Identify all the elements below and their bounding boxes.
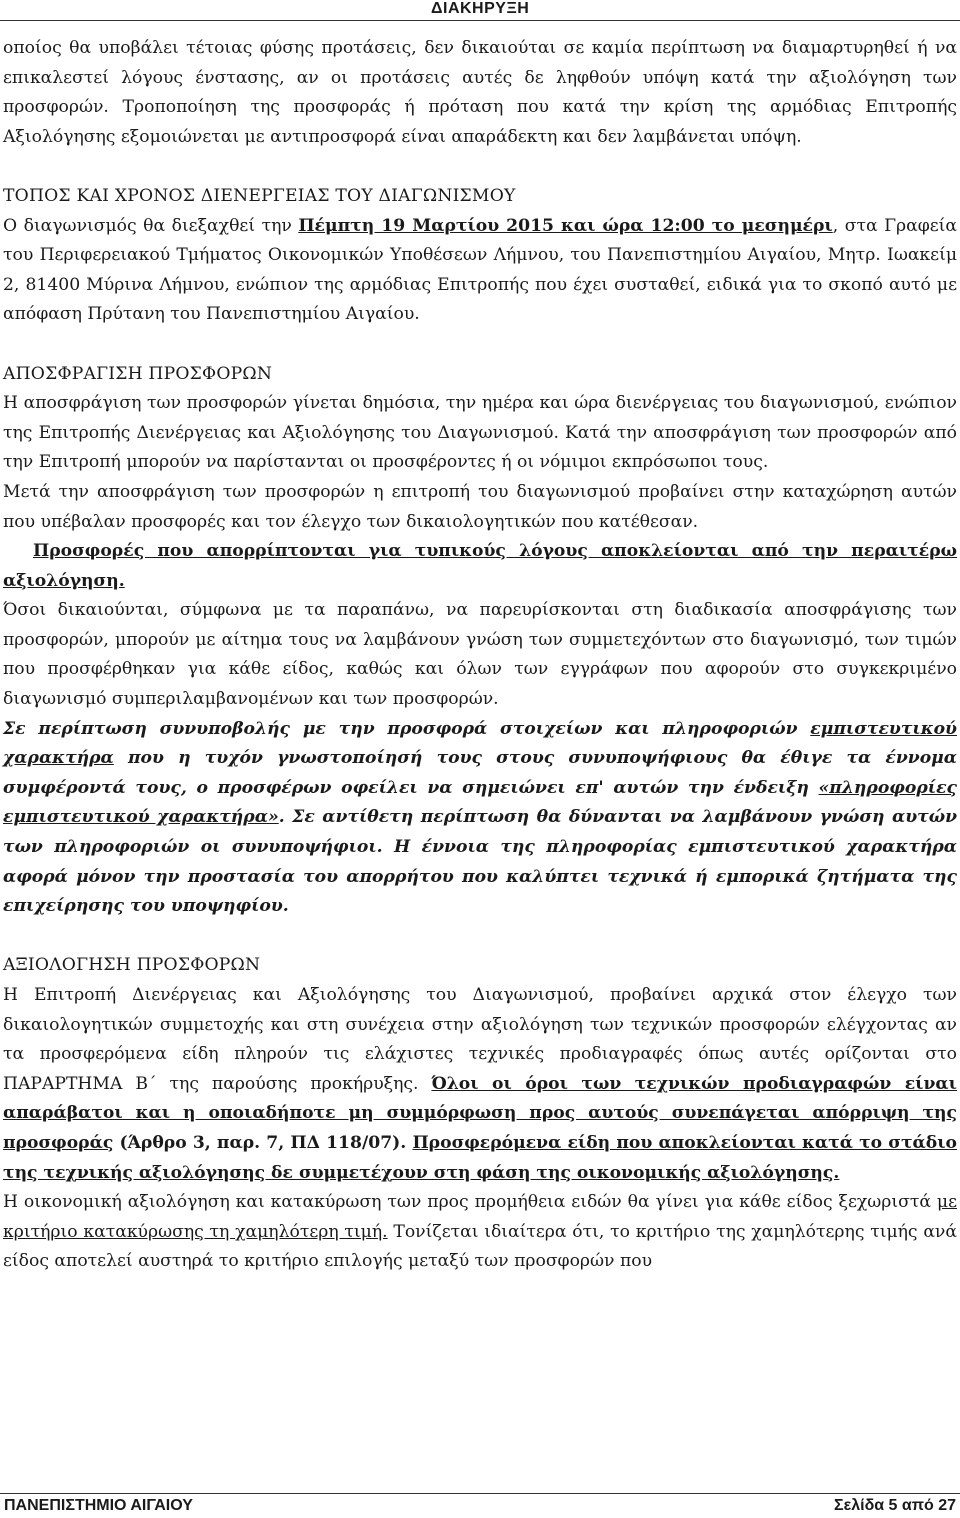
- text: εμπιστευτικού χαρακτήρα: [3, 718, 957, 769]
- text: Η οικονομική αξιολόγηση και κατακύρωση των προς προμήθεια ειδών θα γίνει για κάθε είδος ξεχωριστά: [3, 1192, 937, 1213]
- text: (Άρθρο 3, παρ. 7, ΠΔ 118/07).: [113, 1132, 413, 1153]
- spacer: [3, 330, 957, 360]
- text: . Σε αντίθετη περίπτωση θα δύνανται να λαμβάνουν γνώση αυτών των πληροφοριών οι συνυποψήφιοι. Η έννοια της πληροφορίας εμπιστευτικού χαρακτήρα αφορά μόνον την προστασία του απορρήτου που καλύπτει τεχνικά ή εμπορικά ζητήματα της επιχείρησης του υποψηφίου.: [3, 807, 957, 917]
- text: με κριτήριο κατακύρωσης τη χαμηλότερη τιμή.: [3, 1192, 957, 1242]
- paragraph: [3, 981, 957, 1188]
- footer-institution: ΠΑΝΕΠΙΣΤΗΜΙΟ ΑΙΓΑΙΟΥ: [4, 1497, 193, 1514]
- paragraph: [3, 1188, 957, 1277]
- footer-rule: [0, 1493, 960, 1494]
- rejection-note: Προσφορές που απορρίπτονται για τυπικούς λόγους αποκλείονται από την περαιτέρω αξιολόγηση.: [3, 541, 957, 591]
- section-heading: ΤΟΠΟΣ ΚΑΙ ΧΡΟΝΟΣ ΔΙΕΝΕΡΓΕΙΑΣ ΤΟΥ ΔΙΑΓΩΝΙΣΜΟΥ: [3, 185, 516, 206]
- paragraph: Όσοι δικαιούνται, σύμφωνα με τα παραπάνω, να παρευρίσκονται στη διαδικασία αποσφράγισης των προσφορών, μπορούν με αίτημα τους να λαμβάνουν γνώση των συμμετεχόντων στο διαγωνισμό, των τιμών που προσφέρθηκαν για κάθε είδος, καθώς και όλων των εγγράφων που αφορούν στο συγκεκριμένο διαγωνισμό συμπεριλαμβανομένων και των προσφορών.: [3, 600, 957, 710]
- text: που η τυχόν γνωστοποίησή τους στους συνυποψήφιους θα έθιγε τα έννομα συμφέροντά τους, ο προσφέρων οφείλει να σημειώνει επ' αυτών την ένδειξη: [3, 748, 957, 798]
- paragraph: Μετά την αποσφράγιση των προσφορών η επιτροπή του διαγωνισμού προβαίνει στην καταχώρηση αυτών που υπέβαλαν προσφορές και τον έλεγχο των δικαιολογητικών που κατέθεσαν.: [3, 481, 957, 532]
- section-place-time: [3, 182, 957, 330]
- text: Σε περίπτωση συνυποβολής με την προσφορά στοιχείων και πληροφοριών: [3, 718, 811, 739]
- confidential-paragraph: [3, 715, 957, 922]
- page-footer: [0, 1493, 960, 1518]
- document-title: ΔΙΑΚΗΡΥΞΗ: [431, 0, 530, 17]
- spacer: [3, 152, 957, 182]
- text: Όλοι οι όροι των τεχνικών προδιαγραφών είναι απαράβατοι και η οποιαδήποτε μη συμμόρφωση προς αυτούς συνεπάγεται απόρριψη της προσφοράς: [3, 1073, 957, 1153]
- section-heading: ΑΞΙΟΛΟΓΗΣΗ ΠΡΟΣΦΟΡΩΝ: [3, 955, 261, 976]
- text: Προσφερόμενα είδη που αποκλείονται κατά το στάδιο της τεχνικής αξιολόγησης δε συμμετέχουν στη φάση της οικονομικής αξιολόγησης.: [3, 1132, 957, 1183]
- text: Η Επιτροπή Διενέργειας και Αξιολόγησης του Διαγωνισμού, προβαίνει αρχικά στον έλεγχο των δικαιολογητικών συμμετοχής και στη συνέχεια στην αξιολόγηση των τεχνικών προσφορών ελέγχοντας αν τα προσφερόμενα είδη πληρούν τις ελάχιστες τεχνικές προδιαγραφές όπως αυτές ορίζονται στο ΠΑΡΑΡΤΗΜΑ Β΄ της παρούσης προκήρυξης.: [3, 985, 957, 1094]
- section-heading: ΑΠΟΣΦΡΑΓΙΣΗ ΠΡΟΣΦΟΡΩΝ: [3, 363, 273, 384]
- footer-page-number: Σελίδα 5 από 27: [834, 1497, 956, 1514]
- header-rule: [0, 20, 960, 21]
- text: Ο διαγωνισμός θα διεξαχθεί την: [3, 215, 299, 236]
- text: , στα Γραφεία του Περιφερειακού Τμήματος Οικονομικών Υποθέσεων Λήμνου, του Πανεπιστημίου Αιγαίου, Μητρ. Ιωακείμ 2, 81400 Μύρινα Λήμνου, ενώπιον της αρμόδιας Επιτροπής που έχει συσταθεί, ειδικά για το σκοπό αυτό με απόφαση Πρύτανη του Πανεπιστημίου Αιγαίου.: [3, 215, 957, 325]
- intro-paragraph: οποίος θα υποβάλει τέτοιας φύσης προτάσεις, δεν δικαιούται σε καμία περίπτωση να διαμαρτυρηθεί ή να επικαλεστεί λόγους ένστασης, αν οι προτάσεις αυτές δε ληφθούν υπόψη κατά την αξιολόγηση των προσφορών. Τροποποίηση της προσφοράς ή πρόταση που κατά την κρίση της αρμόδιας Επιτροπής Αξιολόγησης εξομοιώνεται με αντιπροσφορά είναι απαράδεκτη και δεν λαμβάνεται υπόψη.: [3, 38, 957, 147]
- section-unsealing: [3, 360, 957, 922]
- paragraph: Η αποσφράγιση των προσφορών γίνεται δημόσια, την ημέρα και ώρα διενέργειας του διαγωνισμού, ενώπιον της Επιτροπής Διενέργειας και Αξιολόγησης του Διαγωνισμού. Κατά την αποσφράγιση των προσφορών από την Επιτροπή μπορούν να παρίστανται οι προσφέροντες ή οι νόμιμοι εκπρόσωποι τους.: [3, 393, 957, 473]
- page-header: [0, 0, 960, 22]
- paragraph: [3, 212, 957, 330]
- section-evaluation: [3, 951, 957, 1277]
- spacer: [3, 922, 957, 952]
- text: Τονίζεται ιδιαίτερα ότι, το κριτήριο της χαμηλότερης τιμής ανά είδος αποτελεί αυστηρά το κριτήριο επιλογής μεταξύ των προσφορών που: [3, 1221, 957, 1272]
- text: «πληροφορίες εμπιστευτικού χαρακτήρα»: [3, 777, 957, 828]
- date-time-emphasis: Πέμπτη 19 Μαρτίου 2015 και ώρα 12:00 το μεσημέρι: [298, 215, 833, 236]
- document-body: [3, 34, 957, 1277]
